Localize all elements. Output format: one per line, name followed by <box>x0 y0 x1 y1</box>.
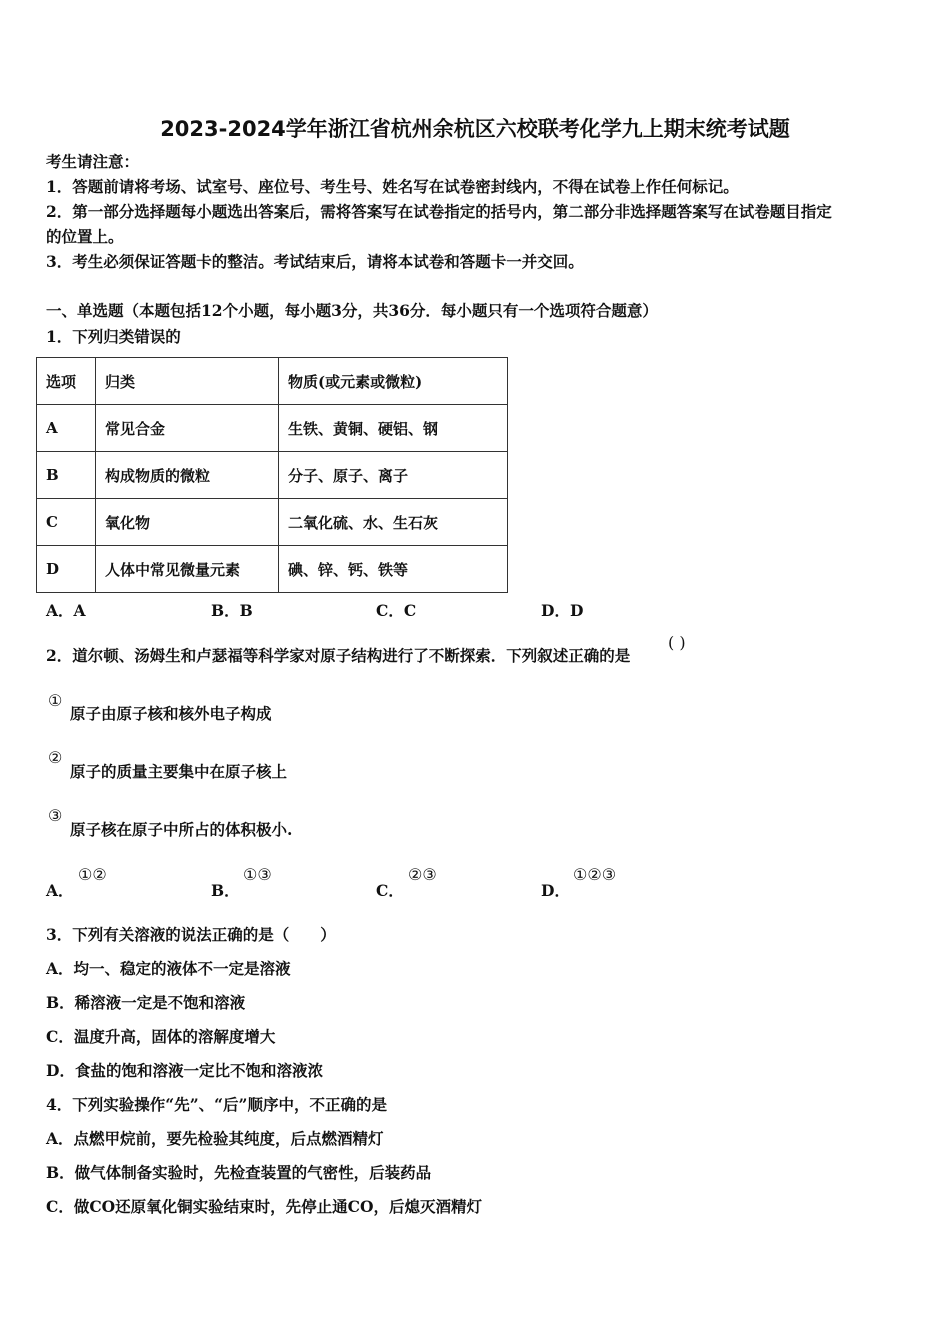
table-cell: 生铁、黄铜、硬铝、钢 <box>279 405 508 452</box>
q2-option-b-label: B． <box>211 881 240 900</box>
q2-option-c-value: ②③ <box>408 865 437 884</box>
notice-item: 2．第一部分选择题每小题选出答案后，需将答案写在试卷指定的括号内，第二部分非选择题答案写在试卷题目指定 <box>46 202 832 221</box>
statement-text: 原子由原子核和核外电子构成 <box>70 704 272 723</box>
answer-paren: ( ) <box>668 633 686 652</box>
statement-number: ③ <box>48 806 63 825</box>
q1-option-d: D．D <box>541 601 584 620</box>
q2-option-a-label: A． <box>46 881 74 900</box>
table-cell: 构成物质的微粒 <box>96 452 279 499</box>
notice-item: 1．答题前请将考场、试室号、座位号、考生号、姓名写在试卷密封线内，不得在试卷上作任何标记。 <box>46 177 739 196</box>
question-4-stem: 4．下列实验操作“先”、“后”顺序中，不正确的是 <box>46 1095 387 1114</box>
question-2-stem: 2．道尔顿、汤姆生和卢瑟福等科学家对原子结构进行了不断探索．下列叙述正确的是 <box>46 646 631 665</box>
q2-option-d-value: ①②③ <box>573 865 617 884</box>
table-cell: 人体中常见微量元素 <box>96 546 279 593</box>
table-cell: C <box>37 499 96 546</box>
q3-option: B．稀溶液一定是不饱和溶液 <box>46 993 246 1012</box>
table-cell: 常见合金 <box>96 405 279 452</box>
table-row <box>37 452 508 499</box>
table-row <box>37 499 508 546</box>
table-cell: A <box>37 405 96 452</box>
statement-number: ① <box>48 691 63 710</box>
q3-option: A．均一、稳定的液体不一定是溶液 <box>46 959 291 978</box>
table-cell: 分子、原子、离子 <box>279 452 508 499</box>
table-cell: 二氧化硫、水、生石灰 <box>279 499 508 546</box>
classification-table <box>36 357 508 593</box>
statement-text: 原子核在原子中所占的体积极小. <box>70 820 293 839</box>
q4-option: C．做CO还原氧化铜实验结束时，先停止通CO，后熄灭酒精灯 <box>46 1197 483 1216</box>
page-title: 2023-2024学年浙江省杭州余杭区六校联考化学九上期末统考试题 <box>160 117 790 141</box>
q2-option-c-label: C． <box>376 881 404 900</box>
table-header-row <box>37 358 508 405</box>
table-cell: D <box>37 546 96 593</box>
q4-option: B．做气体制备实验时，先检查装置的气密性，后装药品 <box>46 1163 432 1182</box>
q3-option: C．温度升高，固体的溶解度增大 <box>46 1027 276 1046</box>
q2-option-b-value: ①③ <box>243 865 272 884</box>
notice-item: 的位置上。 <box>46 227 124 246</box>
q2-option-a-value: ①② <box>78 865 107 884</box>
q4-option: A．点燃甲烷前，要先检验其纯度，后点燃酒精灯 <box>46 1129 384 1148</box>
table-cell: 碘、锌、钙、铁等 <box>279 546 508 593</box>
q3-option: D．食盐的饱和溶液一定比不饱和溶液浓 <box>46 1061 323 1080</box>
q1-option-a: A．A <box>46 601 86 620</box>
table-header-cell: 归类 <box>96 358 279 405</box>
section-heading: 一、单选题（本题包括12个小题，每小题3分，共36分．每小题只有一个选项符合题意） <box>46 301 658 320</box>
notice-item: 3．考生必须保证答题卡的整洁。考试结束后，请将本试卷和答题卡一并交回。 <box>46 252 584 271</box>
table-row <box>37 546 508 593</box>
statement-number: ② <box>48 748 63 767</box>
table-cell: B <box>37 452 96 499</box>
question-1-stem: 1．下列归类错误的 <box>46 327 181 346</box>
table-cell: 氧化物 <box>96 499 279 546</box>
table-header-cell: 物质(或元素或微粒) <box>279 358 508 405</box>
table-header-cell: 选项 <box>37 358 96 405</box>
q1-option-c: C．C <box>376 601 417 620</box>
statement-text: 原子的质量主要集中在原子核上 <box>70 762 288 781</box>
table-row <box>37 405 508 452</box>
notice-heading: 考生请注意： <box>46 152 140 171</box>
q2-option-d-label: D． <box>541 881 570 900</box>
q1-option-b: B．B <box>211 601 253 620</box>
question-3-stem: 3．下列有关溶液的说法正确的是（ ） <box>46 925 336 944</box>
